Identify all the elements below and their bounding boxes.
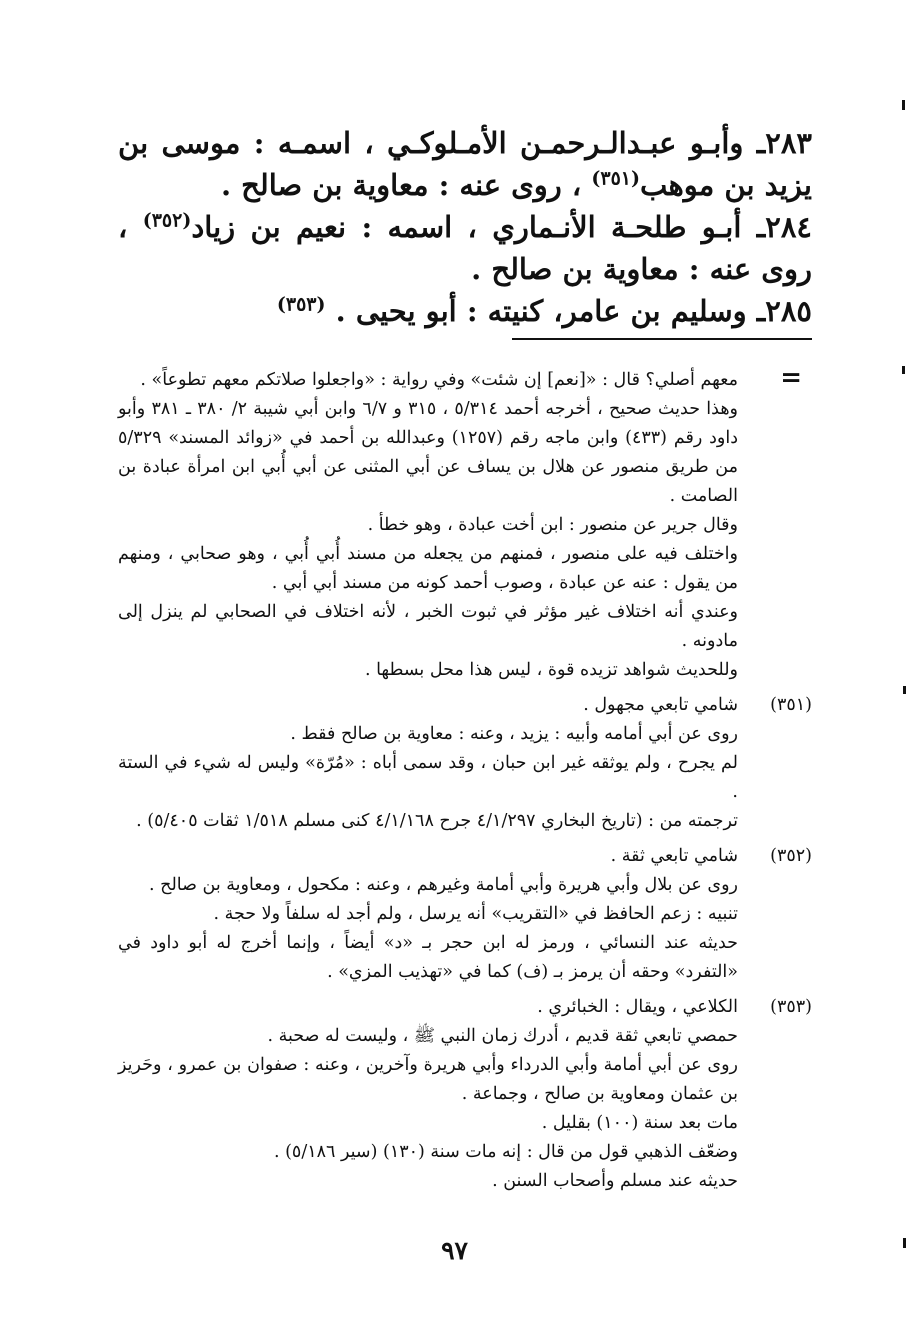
entry-text: ٢٨٥ـ وسليم بن عامر، كنيته : أبو يحيى . [335, 294, 812, 328]
footnote-number: (٣٥١) [770, 695, 812, 715]
footnote-reference-351: (٣٥١) [591, 167, 640, 190]
note-line: حمصي تابعي ثقة قديم ، أدرك زمان النبي ﷺ ، وليست له صحبة . [267, 1026, 738, 1046]
entry-text-after: ، روى عنه : معاوية بن صالح . [220, 168, 582, 202]
entry-283 [118, 122, 812, 206]
note-line: روى عن بلال وأبي هريرة وأبي أمامة وغيرهم ، وعنه : مكحول ، ومعاوية بن صالح . [149, 875, 738, 895]
page-number: ٩٧ [441, 1236, 468, 1265]
note-line: وقال جرير عن منصور : ابن أخت عبادة ، وهو خطأ . [367, 515, 738, 535]
footnote-number: (٣٥٢) [770, 846, 812, 866]
entry-285 [118, 290, 812, 332]
scan-edge-mark [902, 100, 905, 110]
entry-text: ٢٨٣ـ وأبـو عبـدالـرحمـن الأمـلوكـي ، اسمـه : موسى بن يزيد بن موهب [118, 126, 812, 202]
footnote-353 [118, 993, 812, 1196]
note-line: شامي تابعي مجهول . [583, 695, 738, 715]
note-line: وعندي أنه اختلاف غير مؤثر في ثبوت الخبر ، لأنه اختلاف في الصحابي لم ينزل إلى مادونه . [118, 602, 738, 651]
note-line: حديثه عند النسائي ، ورمز له ابن حجر بـ «د» أيضاً ، وإنما أخرج له أبو داود في «التفرد» وحقه أن يرمز بـ (ف) كما في «تهذيب المزي» . [118, 933, 738, 982]
scan-edge-mark [902, 366, 905, 374]
entry-text-after: ، روى عنه : معاوية بن صالح . [118, 210, 812, 286]
footnote-352 [118, 842, 812, 987]
continuation-marker: = [780, 363, 802, 393]
note-line: مات بعد سنة (١٠٠) بقليل . [541, 1113, 738, 1133]
note-line: معهم أصلي؟ قال : «[نعم] إن شئت» وفي رواية : «واجعلوا صلاتكم معهم تطوعاً» . [140, 370, 738, 390]
note-line: وضعّف الذهبي قول من قال : إنه مات سنة (١٣٠) (سير ٥/١٨٦) . [273, 1142, 738, 1162]
note-line: واختلف فيه على منصور ، فمنهم من يجعله من مسند أُبي أُبي ، وهو صحابي ، ومنهم من يقول : عنه عن عبادة ، وصوب أحمد كونه من مسند أبي أبي . [118, 544, 738, 593]
note-line: الكلاعي ، ويقال : الخبائري . [537, 997, 738, 1017]
scan-edge-mark [903, 1238, 906, 1248]
entry-284 [118, 206, 812, 290]
note-line: ترجمته من : (تاريخ البخاري ٤/١/٢٩٧ جرح ٤/١/١٦٨ كنى مسلم ١/٥١٨ ثقات ٥/٤٠٥) . [136, 811, 738, 831]
footnote-reference-352: (٣٥٢) [142, 209, 192, 232]
note-line: شامي تابعي ثقة . [610, 846, 738, 866]
note-line: وللحديث شواهد تزيده قوة ، ليس هذا محل بسطها . [364, 660, 738, 680]
footnote-351 [118, 691, 812, 836]
note-line: روى عن أبي أمامة وأبي الدرداء وأبي هريرة وآخرين ، وعنه : صفوان بن عمرو ، وحَريز بن عثمان ومعاوية بن صالح ، وجماعة . [118, 1055, 738, 1104]
note-line: تنبيه : زعم الحافظ في «التقريب» أنه يرسل ، ولم أجد له سلفاً ولا حجة . [213, 904, 738, 924]
entry-text: ٢٨٤ـ أبـو طلحـة الأنـماري ، اسمه : نعيم بن زياد [191, 210, 812, 244]
note-line: وهذا حديث صحيح ، أخرجه أحمد ٥/٣١٤ ، ٣١٥ و ٦/٧ وابن أبي شيبة ٢/ ٣٨٠ ـ ٣٨١ وأبو داود رقم (٤٣٣) وابن ماجه رقم (١٢٥٧) وعبدالله بن أحمد في «زوائد المسند» ٥/٣٢٩ من طريق منصور عن هلال بن يساف عن أبي المثنى عن أبي أُبي ابن امرأة عبادة بن الصامت . [118, 399, 738, 506]
scan-edge-mark [903, 686, 906, 694]
footnote-reference-353: (٣٥٣) [276, 293, 326, 316]
note-line: حديثه عند مسلم وأصحاب السنن . [492, 1171, 738, 1191]
footnote-separator-rule [512, 338, 812, 340]
footnote-continuation [118, 363, 812, 685]
note-line: روى عن أبي أمامه وأبيه : يزيد ، وعنه : معاوية بن صالح فقط . [290, 724, 738, 744]
footnotes [118, 363, 812, 1202]
note-line: لم يجرح ، ولم يوثقه غير ابن حبان ، وقد سمى أباه : «مُرّة» وليس له شيء في الستة . [118, 753, 738, 802]
main-entries [118, 122, 812, 332]
footnote-number: (٣٥٣) [770, 997, 812, 1017]
